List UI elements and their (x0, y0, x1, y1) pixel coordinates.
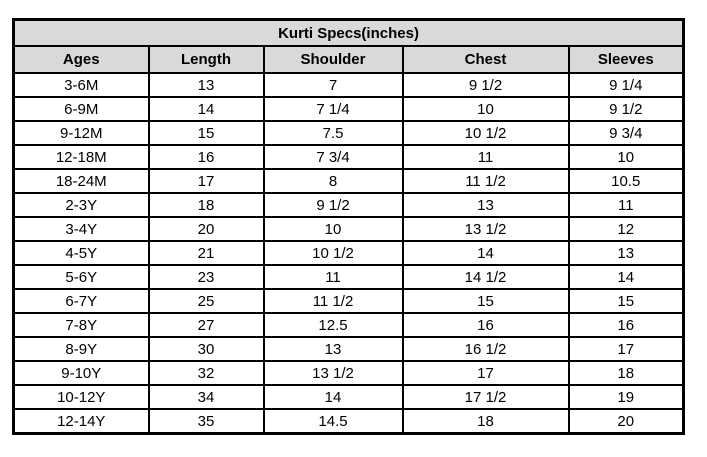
cell-chest: 10 (403, 97, 569, 121)
table-row (14, 169, 684, 193)
cell-sleeves: 15 (569, 289, 684, 313)
cell-shoulder: 12.5 (264, 313, 403, 337)
cell-ages: 10-12Y (14, 385, 149, 409)
cell-length: 17 (149, 169, 264, 193)
table-row (14, 121, 684, 145)
cell-chest: 13 (403, 193, 569, 217)
cell-sleeves: 10.5 (569, 169, 684, 193)
cell-sleeves: 9 3/4 (569, 121, 684, 145)
cell-chest: 18 (403, 409, 569, 434)
cell-sleeves: 16 (569, 313, 684, 337)
cell-chest: 16 1/2 (403, 337, 569, 361)
cell-ages: 6-9M (14, 97, 149, 121)
cell-shoulder: 7 3/4 (264, 145, 403, 169)
table-head (14, 20, 684, 74)
cell-ages: 3-6M (14, 73, 149, 97)
cell-chest: 11 (403, 145, 569, 169)
table-row (14, 337, 684, 361)
cell-shoulder: 14.5 (264, 409, 403, 434)
cell-sleeves: 13 (569, 241, 684, 265)
cell-shoulder: 13 1/2 (264, 361, 403, 385)
cell-chest: 13 1/2 (403, 217, 569, 241)
cell-ages: 12-14Y (14, 409, 149, 434)
table-row (14, 265, 684, 289)
cell-shoulder: 7 (264, 73, 403, 97)
column-header-chest: Chest (403, 46, 569, 73)
table-row (14, 289, 684, 313)
column-header-shoulder: Shoulder (264, 46, 403, 73)
cell-ages: 18-24M (14, 169, 149, 193)
cell-shoulder: 14 (264, 385, 403, 409)
cell-shoulder: 7 1/4 (264, 97, 403, 121)
cell-length: 35 (149, 409, 264, 434)
cell-chest: 11 1/2 (403, 169, 569, 193)
table-title-row (14, 20, 684, 47)
table-row (14, 409, 684, 434)
cell-ages: 5-6Y (14, 265, 149, 289)
cell-ages: 8-9Y (14, 337, 149, 361)
cell-sleeves: 9 1/2 (569, 97, 684, 121)
cell-length: 34 (149, 385, 264, 409)
cell-chest: 14 (403, 241, 569, 265)
cell-length: 32 (149, 361, 264, 385)
table-row (14, 385, 684, 409)
cell-ages: 9-12M (14, 121, 149, 145)
column-header-sleeves: Sleeves (569, 46, 684, 73)
cell-chest: 10 1/2 (403, 121, 569, 145)
cell-ages: 6-7Y (14, 289, 149, 313)
cell-chest: 17 1/2 (403, 385, 569, 409)
cell-ages: 9-10Y (14, 361, 149, 385)
cell-shoulder: 7.5 (264, 121, 403, 145)
cell-shoulder: 9 1/2 (264, 193, 403, 217)
table-body (14, 73, 684, 434)
table-row (14, 313, 684, 337)
cell-shoulder: 8 (264, 169, 403, 193)
table-row (14, 73, 684, 97)
cell-length: 15 (149, 121, 264, 145)
cell-sleeves: 11 (569, 193, 684, 217)
table-row (14, 241, 684, 265)
table-row (14, 361, 684, 385)
cell-length: 18 (149, 193, 264, 217)
cell-length: 14 (149, 97, 264, 121)
table-header-row (14, 46, 684, 73)
cell-sleeves: 9 1/4 (569, 73, 684, 97)
cell-chest: 15 (403, 289, 569, 313)
column-header-ages: Ages (14, 46, 149, 73)
cell-sleeves: 19 (569, 385, 684, 409)
cell-sleeves: 17 (569, 337, 684, 361)
cell-shoulder: 11 (264, 265, 403, 289)
cell-chest: 16 (403, 313, 569, 337)
cell-sleeves: 10 (569, 145, 684, 169)
cell-length: 20 (149, 217, 264, 241)
cell-chest: 14 1/2 (403, 265, 569, 289)
cell-sleeves: 20 (569, 409, 684, 434)
column-header-length: Length (149, 46, 264, 73)
table-row (14, 217, 684, 241)
cell-length: 27 (149, 313, 264, 337)
table-row (14, 145, 684, 169)
cell-length: 16 (149, 145, 264, 169)
cell-chest: 17 (403, 361, 569, 385)
cell-shoulder: 11 1/2 (264, 289, 403, 313)
cell-shoulder: 10 (264, 217, 403, 241)
cell-sleeves: 14 (569, 265, 684, 289)
cell-ages: 7-8Y (14, 313, 149, 337)
kurti-specs-table (12, 18, 685, 435)
cell-sleeves: 18 (569, 361, 684, 385)
table-row (14, 193, 684, 217)
cell-ages: 2-3Y (14, 193, 149, 217)
cell-ages: 4-5Y (14, 241, 149, 265)
cell-ages: 12-18M (14, 145, 149, 169)
cell-sleeves: 12 (569, 217, 684, 241)
table-row (14, 97, 684, 121)
cell-length: 23 (149, 265, 264, 289)
cell-ages: 3-4Y (14, 217, 149, 241)
cell-chest: 9 1/2 (403, 73, 569, 97)
cell-shoulder: 10 1/2 (264, 241, 403, 265)
cell-length: 13 (149, 73, 264, 97)
table-title: Kurti Specs(inches) (14, 20, 684, 47)
cell-length: 25 (149, 289, 264, 313)
cell-length: 30 (149, 337, 264, 361)
cell-length: 21 (149, 241, 264, 265)
cell-shoulder: 13 (264, 337, 403, 361)
